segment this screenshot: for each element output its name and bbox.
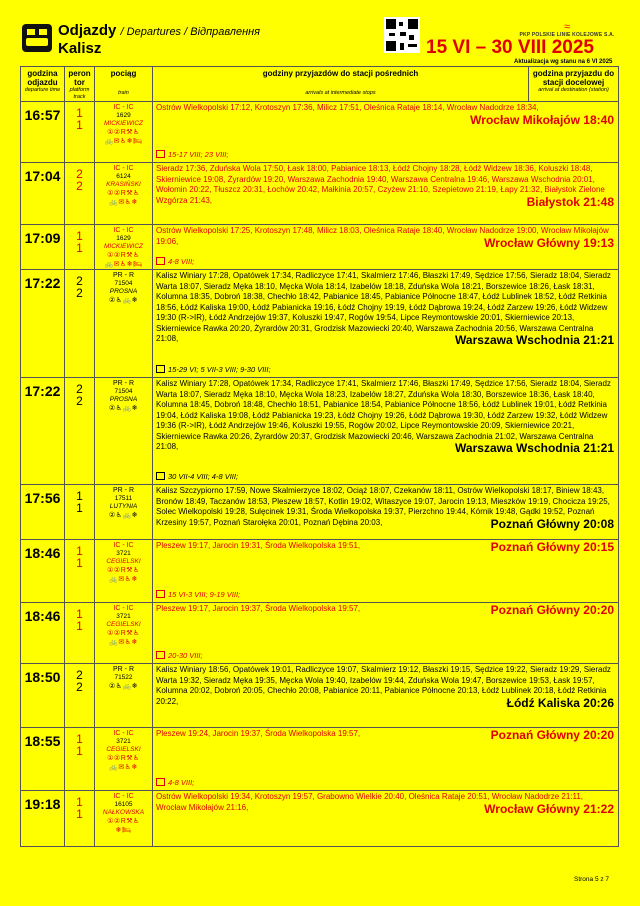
service-icons-extra: 🚲✉♿❄🛏	[104, 138, 143, 145]
stops-text: Kalisz Winiary 18:56, Opatówek 19:01, Radliczyce 19:07, Skalmierz 19:12, Błaszki 19:15, Sędzice 19:22, Sieradz 19:29, Sieradz Warta 19:32, Sieradz Męka 19:35, Męcka Wola 19:40, Izabelów 19:44, Zduńska Wola 19:47, Borszewice 19:53, Łask 19:57, Kolumna 20:02, Dobroń 20:05, Chechło 20:08, Pabianice 20:11, Pabianice Północne 20:13, Łódź Lublinek 20:18, Łódź Retkinia 20:22,	[156, 665, 611, 706]
table-row	[21, 102, 619, 163]
service-icons-extra: 🚲✉♿❄	[109, 199, 138, 206]
train-info	[95, 378, 153, 485]
platform-track	[65, 102, 95, 163]
platform-track	[65, 163, 95, 225]
col-destination: godzina przyjazdu do stacji docelowej arrival at destination (station)	[529, 67, 619, 102]
departure-time: 18:46	[21, 540, 65, 603]
train-name: LUTYNIA	[109, 503, 138, 510]
train-info	[95, 603, 153, 664]
train-info	[95, 791, 153, 847]
track-number: 1	[76, 744, 83, 758]
service-icons-extra: 🚲✉♿❄🛏	[104, 261, 143, 268]
departure-time: 17:22	[21, 270, 65, 378]
service-icons-extra: ❄🛏	[115, 827, 132, 834]
stops-text: Ostrów Wielkopolski 17:12, Krotoszyn 17:36, Milicz 17:51, Oleśnica Rataje 18:14, Wrocław Nadodrze 18:34,	[156, 103, 539, 112]
col-platform: peron tor platform track	[65, 67, 95, 102]
calendar-icon	[156, 472, 165, 480]
platform-track	[65, 540, 95, 603]
service-icons-extra: 🚲✉♿❄	[109, 764, 138, 771]
departure-time: 16:57	[21, 102, 65, 163]
intermediate-stops	[153, 270, 619, 378]
table-row	[21, 485, 619, 540]
train-name: CEGIELSKI	[106, 746, 141, 753]
train-number: 1629	[116, 112, 131, 119]
platform-track	[65, 603, 95, 664]
calendar-icon	[156, 778, 165, 786]
stops-text: Ostrów Wielkopolski 19:34, Krotoszyn 19:57, Grabowno Wielkie 20:40, Oleśnica Rataje 20:51, Wrocław Nadodrze 21:11, Wrocław Mikołajów 21:16,	[156, 792, 584, 812]
table-row	[21, 163, 619, 225]
destination-arrival: Poznań Główny 20:15	[490, 540, 614, 554]
table-header	[21, 67, 619, 102]
destination-arrival: Warszawa Wschodnia 21:21	[455, 333, 614, 347]
intermediate-stops	[153, 540, 619, 603]
departure-time: 17:56	[21, 485, 65, 540]
stops-text: Kalisz Szczypiorno 17:59, Nowe Skalmierzyce 18:02, Ociąż 18:07, Czekanów 18:11, Ostrów Wielkopolski 18:17, Biniew 18:43, Bronów 18:49, Taczanów 18:53, Pleszew 18:57, Kotlin 19:02, Witaszyce 19:07, Jarocin 19:13, Mieszków 19:19, Chocicza 19:25, Solec Wielkopolski 19:28, Sulęcinek 19:31, Środa Wielkopolska 19:37, Pierzchno 19:44, Kórnik 19:48, Gądki 19:52, Poznań Krzesiny 19:57, Poznań Starołęka 20:01, Poznań Dębina 20:03,	[156, 486, 610, 527]
intermediate-stops	[153, 225, 619, 270]
platform-track	[65, 485, 95, 540]
track-number: 2	[76, 179, 83, 193]
train-info	[95, 225, 153, 270]
train-category: PR - R	[113, 380, 134, 387]
train-name: CEGIELSKI	[106, 621, 141, 628]
departure-time: 19:18	[21, 791, 65, 847]
train-info	[95, 102, 153, 163]
service-icons: ①②R⚒♿	[107, 567, 140, 574]
platform-track	[65, 664, 95, 728]
train-icon	[22, 24, 52, 52]
platform-number: 1	[76, 106, 83, 120]
table-row	[21, 728, 619, 791]
departure-time: 18:46	[21, 603, 65, 664]
track-number: 1	[76, 118, 83, 132]
platform-track	[65, 728, 95, 791]
platform-number: 2	[76, 167, 83, 181]
service-icons-extra: 🚲✉♿❄	[109, 639, 138, 646]
train-number: 3721	[116, 613, 131, 620]
train-number: 16105	[114, 801, 133, 808]
train-category: IC - IC	[113, 104, 134, 111]
track-number: 1	[76, 807, 83, 821]
train-number: 17511	[114, 495, 133, 502]
track-number: 1	[76, 556, 83, 570]
validity-dates	[156, 365, 271, 376]
stops-text: Sieradz 17:36, Zduńska Wola 17:50, Łask 18:00, Pabianice 18:13, Łódź Chojny 18:28, Łódź Widzew 18:36, Koluszki 18:48, Skierniewice 19:08, Żyrardów 19:20, Warszawa Zachodnia 19:40, Warszawa Centralna 19:46, Warszawa Wschodnia 20:01, Wołomin 20:22, Tłuszcz 20:31, Łochów 20:42, Małkinia 20:57, Czyżew 21:10, Szepietowo 21:19, Łapy 21:32, Białystok Zielone Wzgórza 21:43,	[156, 164, 605, 205]
table-row	[21, 225, 619, 270]
service-icons: ②♿🚲❄	[108, 683, 139, 690]
destination-arrival: Poznań Główny 20:20	[490, 728, 614, 742]
validity-text: 4-8 VIII;	[168, 256, 195, 266]
train-name: KRASIŃSKI	[106, 181, 141, 188]
intermediate-stops	[153, 728, 619, 791]
service-icons-extra: 🚲✉♿❄	[109, 576, 138, 583]
train-number: 71522	[114, 674, 133, 681]
page-title-translations: / Departures / Відправлення	[120, 26, 261, 38]
validity-dates	[156, 257, 194, 268]
table-row	[21, 603, 619, 664]
train-category: PR - R	[113, 272, 134, 279]
stops-text: Pleszew 19:24, Jarocin 19:37, Środa Wielkopolska 19:57,	[156, 729, 361, 738]
train-name: PROSNA	[109, 288, 138, 295]
validity-text: 4-8 VIII;	[168, 777, 195, 787]
service-icons: ①②R⚒♿	[107, 129, 140, 136]
validity-text: 15 VI-3 VIII; 9-19 VIII;	[168, 589, 241, 599]
destination-arrival: Wrocław Główny 21:22	[484, 801, 614, 816]
service-icons: ②♿🚲❄	[108, 297, 139, 304]
departures-table	[20, 66, 619, 847]
intermediate-stops	[153, 102, 619, 163]
destination-arrival: Łódź Kaliska 20:26	[506, 695, 614, 710]
operator-logo: ≈ PKP POLSKIE LINIE KOLEJOWE S.A.	[512, 22, 622, 38]
intermediate-stops	[153, 378, 619, 485]
stops-text: Ostrów Wielkopolski 17:25, Krotoszyn 17:48, Milicz 18:03, Oleśnica Rataje 18:40, Wrocław Nadodrze 19:00, Wrocław Mikołajów 19:06,	[156, 226, 609, 246]
calendar-icon	[156, 257, 165, 265]
train-info	[95, 163, 153, 225]
calendar-icon	[156, 651, 165, 659]
service-icons: ①②R⚒♿	[107, 190, 140, 197]
intermediate-stops	[153, 163, 619, 225]
destination-arrival: Wrocław Mikołajów 18:40	[470, 112, 614, 127]
train-number: 1629	[116, 235, 131, 242]
page-title: Odjazdy / Departures / Відправлення	[58, 22, 261, 39]
track-number: 1	[76, 619, 83, 633]
platform-track	[65, 225, 95, 270]
platform-track	[65, 378, 95, 485]
table-row	[21, 664, 619, 728]
validity-dates	[156, 651, 203, 662]
train-category: IC - IC	[113, 730, 134, 737]
train-name: MICKIEWICZ	[104, 243, 143, 250]
platform-number: 1	[76, 544, 83, 558]
track-number: 2	[76, 286, 83, 300]
intermediate-stops	[153, 664, 619, 728]
train-number: 3721	[116, 550, 131, 557]
train-category: IC - IC	[113, 227, 134, 234]
service-icons: ②♿🚲❄	[108, 512, 139, 519]
train-info	[95, 485, 153, 540]
date-range: 15 VI – 30 VIII 2025	[426, 37, 594, 58]
train-number: 3721	[116, 738, 131, 745]
plk-logo-icon: ≈	[563, 21, 571, 33]
train-number: 6124	[116, 173, 131, 180]
intermediate-stops	[153, 485, 619, 540]
train-category: PR - R	[113, 666, 134, 673]
validity-text: 20-30 VIII;	[168, 650, 203, 660]
departure-time: 18:50	[21, 664, 65, 728]
qr-code-icon	[384, 17, 420, 53]
validity-text: 15-17 VIII; 23 VIII;	[168, 149, 229, 159]
departure-time: 17:04	[21, 163, 65, 225]
validity-dates	[156, 150, 228, 161]
page-number: Strona 5 z 7	[574, 876, 610, 883]
col-time: godzina odjazdu departure time	[21, 67, 65, 102]
platform-number: 1	[76, 795, 83, 809]
train-name: CEGIELSKI	[106, 558, 141, 565]
table-row	[21, 378, 619, 485]
train-number: 71504	[114, 280, 133, 287]
departure-time: 17:22	[21, 378, 65, 485]
platform-number: 1	[76, 229, 83, 243]
validity-text: 15-29 VI; 5 VII-3 VIII; 9-30 VIII;	[168, 364, 271, 374]
train-info	[95, 270, 153, 378]
departure-time: 17:09	[21, 225, 65, 270]
destination-arrival: Białystok 21:48	[526, 194, 614, 209]
train-info	[95, 664, 153, 728]
track-number: 1	[76, 501, 83, 515]
service-icons: ①②R⚒♿	[107, 755, 140, 762]
train-name: NAŁKOWSKA	[102, 809, 145, 816]
service-icons: ①②R⚒♿	[107, 252, 140, 259]
calendar-icon	[156, 150, 165, 158]
train-name: MICKIEWICZ	[104, 120, 143, 127]
track-number: 2	[76, 394, 83, 408]
train-info	[95, 728, 153, 791]
update-note: Aktualizacja wg stanu na 6 VI 2025	[514, 59, 613, 65]
track-number: 2	[76, 680, 83, 694]
stops-text: Pleszew 19:17, Jarocin 19:31, Środa Wielkopolska 19:51,	[156, 541, 361, 550]
destination-arrival: Poznań Główny 20:08	[490, 516, 614, 531]
header	[0, 0, 640, 66]
departure-time: 18:55	[21, 728, 65, 791]
validity-dates	[156, 590, 240, 601]
table-row	[21, 540, 619, 603]
train-category: IC - IC	[113, 542, 134, 549]
destination-arrival: Wrocław Główny 19:13	[484, 235, 614, 250]
track-number: 1	[76, 241, 83, 255]
validity-dates	[156, 778, 194, 789]
service-icons: ②♿🚲❄	[108, 405, 139, 412]
calendar-icon	[156, 365, 165, 373]
validity-text: 30 VII-4 VIII; 4-8 VIII;	[168, 471, 239, 481]
destination-arrival: Poznań Główny 20:20	[490, 603, 614, 617]
platform-number: 2	[76, 382, 83, 396]
train-category: PR - R	[113, 487, 134, 494]
platform-track	[65, 270, 95, 378]
col-train: pociąg train	[95, 67, 153, 102]
train-category: IC - IC	[113, 793, 134, 800]
intermediate-stops	[153, 603, 619, 664]
platform-track	[65, 791, 95, 847]
train-name: PROSNA	[109, 396, 138, 403]
stops-text: Kalisz Winiary 17:28, Opatówek 17:34, Radliczyce 17:41, Skalmierz 17:46, Błaszki 17:49, Sędzice 17:56, Sieradz 18:04, Sieradz Warta 18:07, Sieradz Męka 18:10, Męcka Wola 18:14, Izabelów 18:18, Zduńska Wola 18:21, Borszewice 18:26, Łask 18:31, Kolumna 18:35, Dobroń 18:38, Chechło 18:42, Pabianice 18:45, Pabianice Północne 18:47, Łódź Lublinek 18:52, Łódź Retkinia 18:56, Łódź Kaliska 19:00, Łódź Pabianicka 19:16, Łódź Chojny 19:19, Łódź Dąbrowa 19:24, Łódź Zarzew 19:26, Łódź Widzew 19:30 (R->IR), Łódź Andrzejów 19:37, Koluszki 19:47, Rogów 19:54, Lipce Reymontowskie 20:01, Skierniewice 20:13, Skierniewice Rawka 20:20, Żyrardów 20:31, Grodzisk Mazowiecki 20:40, Warszawa Zachodnia 20:56, Warszawa Centralna 21:08,	[156, 271, 611, 343]
intermediate-stops	[153, 791, 619, 847]
platform-number: 1	[76, 607, 83, 621]
table-row	[21, 270, 619, 378]
platform-number: 1	[76, 489, 83, 503]
train-category: IC - IC	[113, 165, 134, 172]
col-stops: godziny przyjazdów do stacji pośrednich arrivals at intermediate stops	[153, 67, 529, 102]
service-icons: ①②R⚒♿	[107, 630, 140, 637]
stops-text: Pleszew 19:17, Jarocin 19:37, Środa Wielkopolska 19:57,	[156, 604, 361, 613]
platform-number: 2	[76, 668, 83, 682]
platform-number: 2	[76, 274, 83, 288]
stops-text: Kalisz Winiary 17:28, Opatówek 17:34, Radliczyce 17:41, Skalmierz 17:46, Błaszki 17:49, Sędzice 17:56, Sieradz 18:04, Sieradz Warta 18:07, Sieradz Męka 18:10, Męcka Wola 18:23, Izabelów 18:27, Zduńska Wola 18:30, Borszewice 18:36, Łask 18:40, Kolumna 18:45, Dobroń 18:48, Chechło 18:51, Pabianice 18:54, Pabianice Północne 18:56, Łódź Lublinek 19:01, Łódź Retkinia 19:04, Łódź Kaliska 19:08, Łódź Pabianicka 19:23, Łódź Chojny 19:26, Łódź Dąbrowa 19:30, Łódź Zarzew 19:32, Łódź Widzew 19:36 (R->IR), Łódź Andrzejów 19:46, Koluszki 19:55, Rogów 20:02, Lipce Reymontowskie 20:09, Skierniewice 20:21, Skierniewice Rawka 20:26, Żyrardów 20:37, Grodzisk Mazowiecki 20:46, Warszawa Zachodnia 21:02, Warszawa Centralna 21:08,	[156, 379, 611, 451]
platform-number: 1	[76, 732, 83, 746]
destination-arrival: Warszawa Wschodnia 21:21	[455, 441, 614, 455]
service-icons: ①②R⚒♿	[107, 818, 140, 825]
validity-dates	[156, 472, 238, 483]
station-name: Kalisz	[58, 40, 102, 57]
train-info	[95, 540, 153, 603]
calendar-icon	[156, 590, 165, 598]
train-number: 71504	[114, 388, 133, 395]
train-category: IC - IC	[113, 605, 134, 612]
table-row	[21, 791, 619, 847]
